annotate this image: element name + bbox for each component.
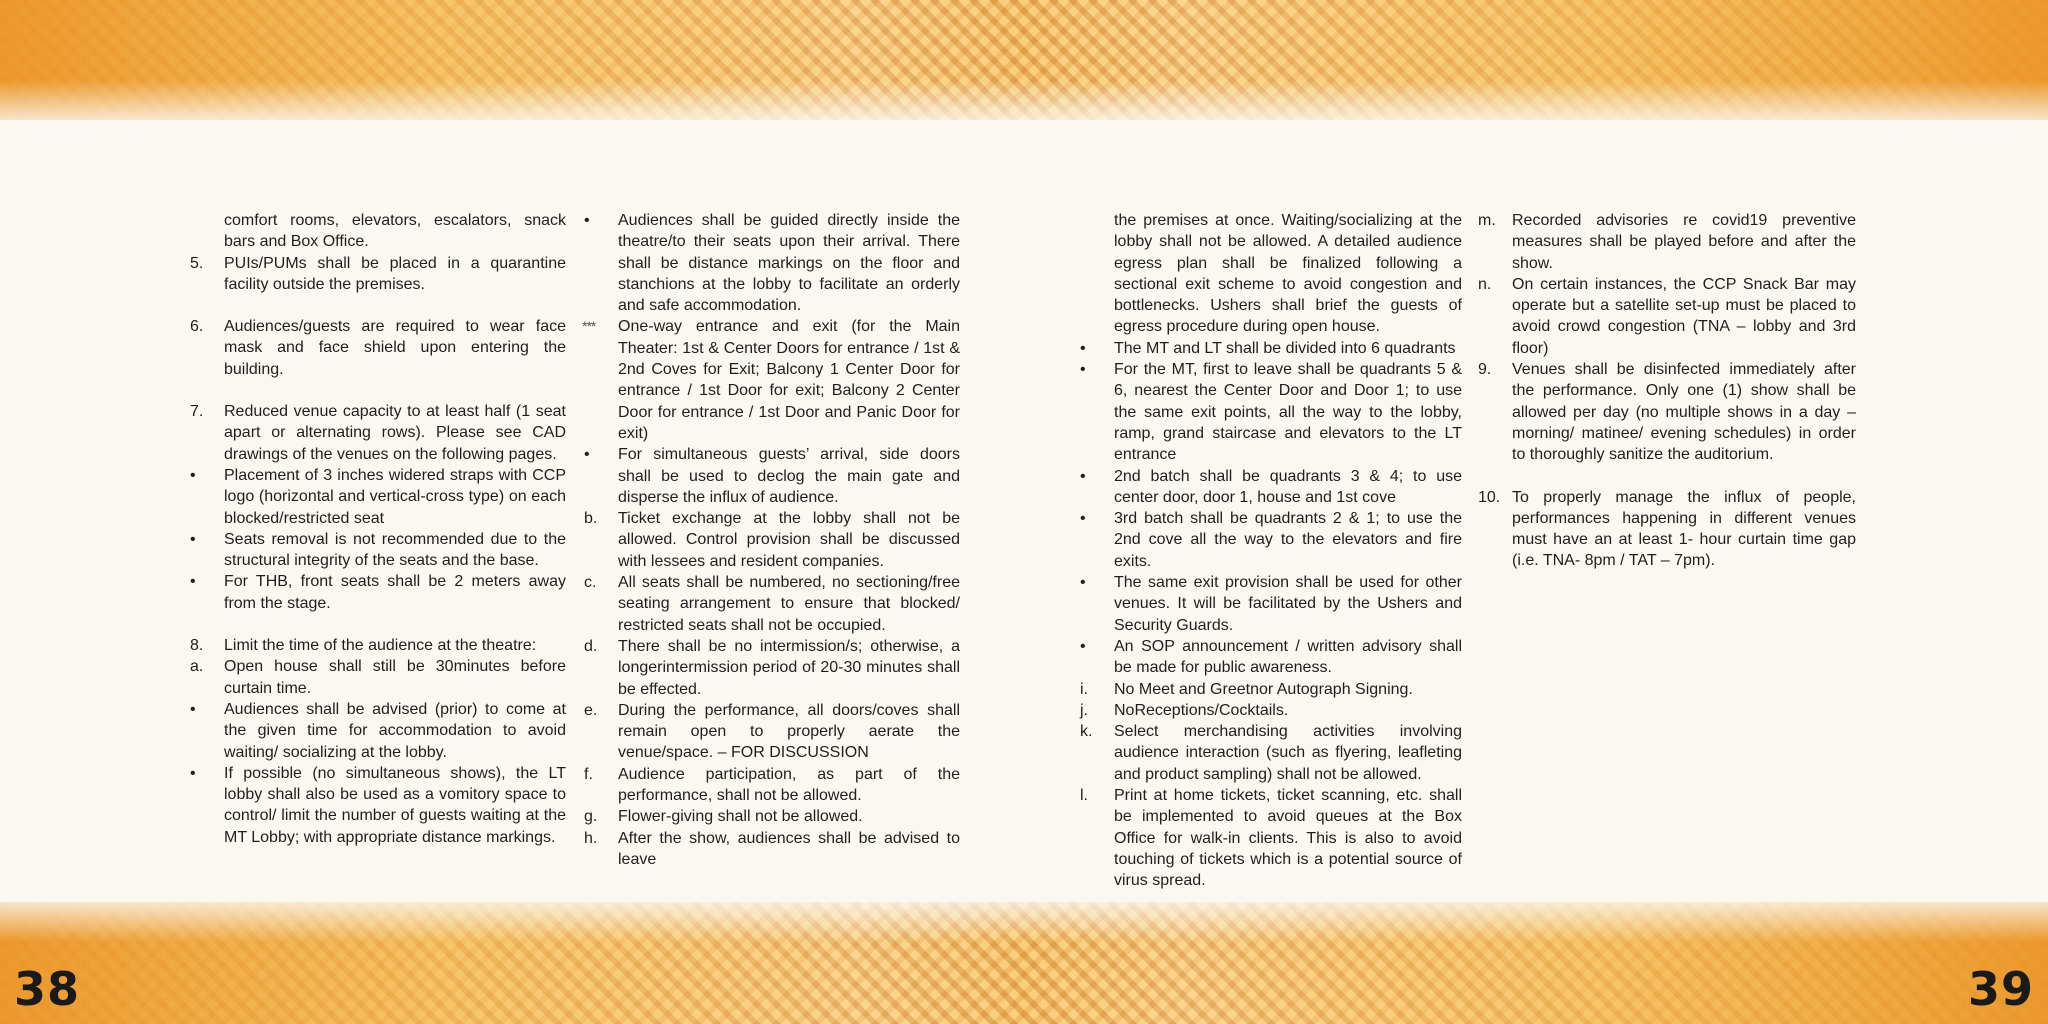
text-column-1 [190, 210, 566, 848]
list-item [1080, 572, 1462, 636]
list-item-text: To properly manage the influx of people, performances happening in different venues must have an at least 1- hour curtain time gap (i.e. TNA- 8pm / TAT – 7pm). [1512, 488, 1856, 570]
list-item [584, 210, 960, 316]
list-item [584, 316, 960, 444]
list-item [584, 828, 960, 871]
list-item [584, 764, 960, 807]
list-item [1080, 700, 1462, 721]
list-marker: f. [584, 765, 593, 783]
decorative-bottom-band [0, 902, 2048, 1024]
list-item [1080, 785, 1462, 891]
list-marker: l. [1080, 787, 1088, 805]
list-item [1478, 210, 1856, 274]
list-item [190, 316, 566, 380]
list-item-text: On certain instances, the CCP Snack Bar may operate but a satellite set-up must be placed to avoid crowd congestion (TNA – lobby and 3rd floor) [1512, 275, 1856, 357]
list-item [1080, 636, 1462, 679]
page-number-left: 38 [14, 962, 81, 1016]
list-item-text: Audiences/guests are required to wear face mask and face shield upon entering the building. [224, 318, 566, 378]
list-item-text: Venues shall be disinfected immediately after the performance. Only one (1) show shall be allowed per day (no multiple shows in a day – morning/ matinee/ evening schedules) in order to thoroughly sanitize the auditorium. [1512, 361, 1856, 464]
list-item-text: If possible (no simultaneous shows), the LT lobby shall also be used as a vomitory space to control/ limit the number of guests waiting at the MT Lobby; with appropriate distance markings. [224, 764, 566, 846]
list-item [1080, 466, 1462, 509]
list-item-text: There shall be no intermission/s; otherwise, a longerintermission period of 20-30 minutes shall be effected. [618, 637, 960, 698]
list-marker: b. [584, 510, 598, 528]
list-marker: 6. [190, 318, 204, 336]
list-item-text: Select merchandising activities involving audience interaction (such as flyering, leafleting and product sampling) shall not be allowed. [1114, 723, 1462, 783]
list-marker: • [1080, 467, 1086, 485]
list-item-text: comfort rooms, elevators, escalators, snack bars and Box Office. [224, 212, 566, 251]
list-item-text: During the performance, all doors/coves shall remain open to properly aerate the venue/space. – FOR DISCUSSION [618, 701, 960, 762]
paragraph-gap [190, 614, 566, 635]
list-item [584, 508, 960, 572]
list-item-text: No Meet and Greetnor Autograph Signing. [1114, 680, 1413, 698]
page-number-right: 39 [1967, 962, 2034, 1016]
list-marker: • [190, 573, 196, 591]
list-item-text: All seats shall be numbered, no sectioning/free seating arrangement to ensure that blocked/ restricted seats shall not be occupied. [618, 574, 960, 634]
list-item-text: For THB, front seats shall be 2 meters away from the stage. [224, 573, 566, 612]
list-item-text: Seats removal is not recommended due to the structural integrity of the seats and the base. [224, 530, 566, 570]
list-item [584, 700, 960, 764]
list-item [1080, 721, 1462, 785]
list-marker: a. [190, 658, 204, 676]
list-marker: d. [584, 637, 598, 655]
list-item [1478, 359, 1856, 465]
list-item-text: 3rd batch shall be quadrants 2 & 1; to use the 2nd cove all the way to the elevators and fire exits. [1114, 510, 1462, 570]
list-marker: 7. [190, 403, 204, 421]
list-item-text: Audiences shall be advised (prior) to come at the given time for accommodation to avoid waiting/ socializing at the lobby. [224, 700, 566, 761]
list-item [584, 806, 960, 827]
list-item [1080, 359, 1462, 465]
list-item-text: One-way entrance and exit (for the Main Theater: 1st & Center Doors for entrance / 1st & 2nd Coves for Exit; Balcony 1 Center Door for entrance / 1st Door for exit; Balcony 2 Center Door for entrance / 1st Door and Panic Door for exit) [618, 318, 960, 442]
list-item-text: For the MT, first to leave shall be quadrants 5 & 6, nearest the Center Door and Door 1; to use the same exit points, all the way to the lobby, ramp, grand staircase and elevators to the LT entrance [1114, 361, 1462, 464]
list-item [1080, 508, 1462, 572]
list-item-text: Print at home tickets, ticket scanning, etc. shall be implemented to avoid queues at the Box Office for walk-in clients. This is also to avoid touching of tickets which is a potential source of virus spread. [1114, 787, 1462, 890]
list-item [584, 444, 960, 508]
list-marker: • [190, 530, 196, 548]
list-item [190, 210, 566, 253]
list-item [584, 636, 960, 700]
list-marker: c. [584, 574, 597, 592]
list-item-text: Limit the time of the audience at the theatre: [224, 637, 537, 655]
list-item [190, 253, 566, 296]
paragraph-gap [190, 295, 566, 316]
list-item [1080, 338, 1462, 359]
list-marker: g. [584, 808, 598, 826]
list-marker: • [1080, 574, 1086, 592]
list-marker: m. [1478, 212, 1496, 229]
list-item [190, 656, 566, 699]
list-marker: • [1080, 637, 1086, 655]
list-item-text: An SOP announcement / written advisory shall be made for public awareness. [1114, 637, 1462, 677]
list-item-text: 2nd batch shall be quadrants 3 & 4; to use center door, door 1, house and 1st cove [1114, 467, 1462, 506]
list-marker: • [584, 446, 590, 464]
list-marker: 9. [1478, 361, 1492, 379]
list-marker: • [1080, 339, 1086, 357]
list-marker: 8. [190, 637, 204, 655]
list-item-text: The same exit provision shall be used for other venues. It will be facilitated by the Ushers and Security Guards. [1114, 574, 1462, 634]
list-marker: e. [584, 701, 598, 719]
list-marker: • [584, 212, 590, 229]
list-item-text: Audiences shall be guided directly inside the theatre/to their seats upon their arrival. There shall be distance markings on the floor and stanchions at the lobby to facilitate an orderly and safe accommodation. [618, 212, 960, 315]
list-item [1080, 210, 1462, 338]
list-item [190, 571, 566, 614]
list-item-text: Placement of 3 inches widered straps with CCP logo (horizontal and vertical-cross type) on each blocked/restricted seat [224, 466, 566, 527]
text-column-3 [1080, 210, 1462, 892]
list-item [190, 465, 566, 529]
list-marker: h. [584, 829, 598, 847]
list-item [190, 529, 566, 572]
list-item-text: Recorded advisories re covid19 preventive measures shall be played before and after the show. [1512, 212, 1856, 272]
list-item-text: Reduced venue capacity to at least half (1 seat apart or alternating rows). Please see CAD drawings of the venues on the following pages. [224, 403, 566, 463]
list-item [1080, 679, 1462, 700]
list-item [584, 572, 960, 636]
list-marker: 10. [1478, 488, 1501, 506]
paragraph-gap [190, 380, 566, 401]
list-marker: • [1080, 510, 1086, 528]
list-marker: j. [1080, 701, 1088, 719]
list-item-text: Open house shall still be 30minutes before curtain time. [224, 658, 566, 697]
paragraph-gap [1478, 466, 1856, 487]
list-item-text: Ticket exchange at the lobby shall not be allowed. Control provision shall be discussed with lessees and resident companies. [618, 510, 960, 570]
list-item-text: PUIs/PUMs shall be placed in a quarantine facility outside the premises. [224, 254, 566, 293]
list-item [1478, 487, 1856, 572]
list-marker: *** [582, 318, 596, 335]
list-marker: • [1080, 361, 1086, 379]
list-marker: k. [1080, 723, 1093, 741]
list-item [1478, 274, 1856, 359]
list-item-text: NoReceptions/Cocktails. [1114, 701, 1289, 719]
list-item-text: the premises at once. Waiting/socializing at the lobby shall not be allowed. A detailed audience egress plan shall be finalized following a sectional exit scheme to avoid congestion and bottlenecks. Ushers shall brief the guests of egress procedure during open house. [1114, 212, 1462, 336]
list-item [190, 763, 566, 848]
text-column-4 [1478, 210, 1856, 572]
list-item-text: For simultaneous guests’ arrival, side doors shall be used to declog the main gate and disperse the influx of audience. [618, 446, 960, 506]
list-item-text: After the show, audiences shall be advised to leave [618, 829, 960, 868]
list-item [190, 401, 566, 465]
list-marker: i. [1080, 680, 1088, 698]
list-item [190, 635, 566, 656]
list-item-text: Flower-giving shall not be allowed. [618, 808, 863, 826]
list-marker: • [190, 466, 196, 484]
list-item-text: Audience participation, as part of the performance, shall not be allowed. [618, 765, 960, 805]
list-marker: 5. [190, 254, 204, 272]
list-item-text: The MT and LT shall be divided into 6 quadrants [1114, 339, 1456, 357]
list-marker: • [190, 764, 196, 782]
list-marker: n. [1478, 275, 1492, 293]
list-marker: • [190, 700, 196, 718]
decorative-top-band [0, 0, 2048, 120]
list-item [190, 699, 566, 763]
text-column-2 [584, 210, 960, 870]
